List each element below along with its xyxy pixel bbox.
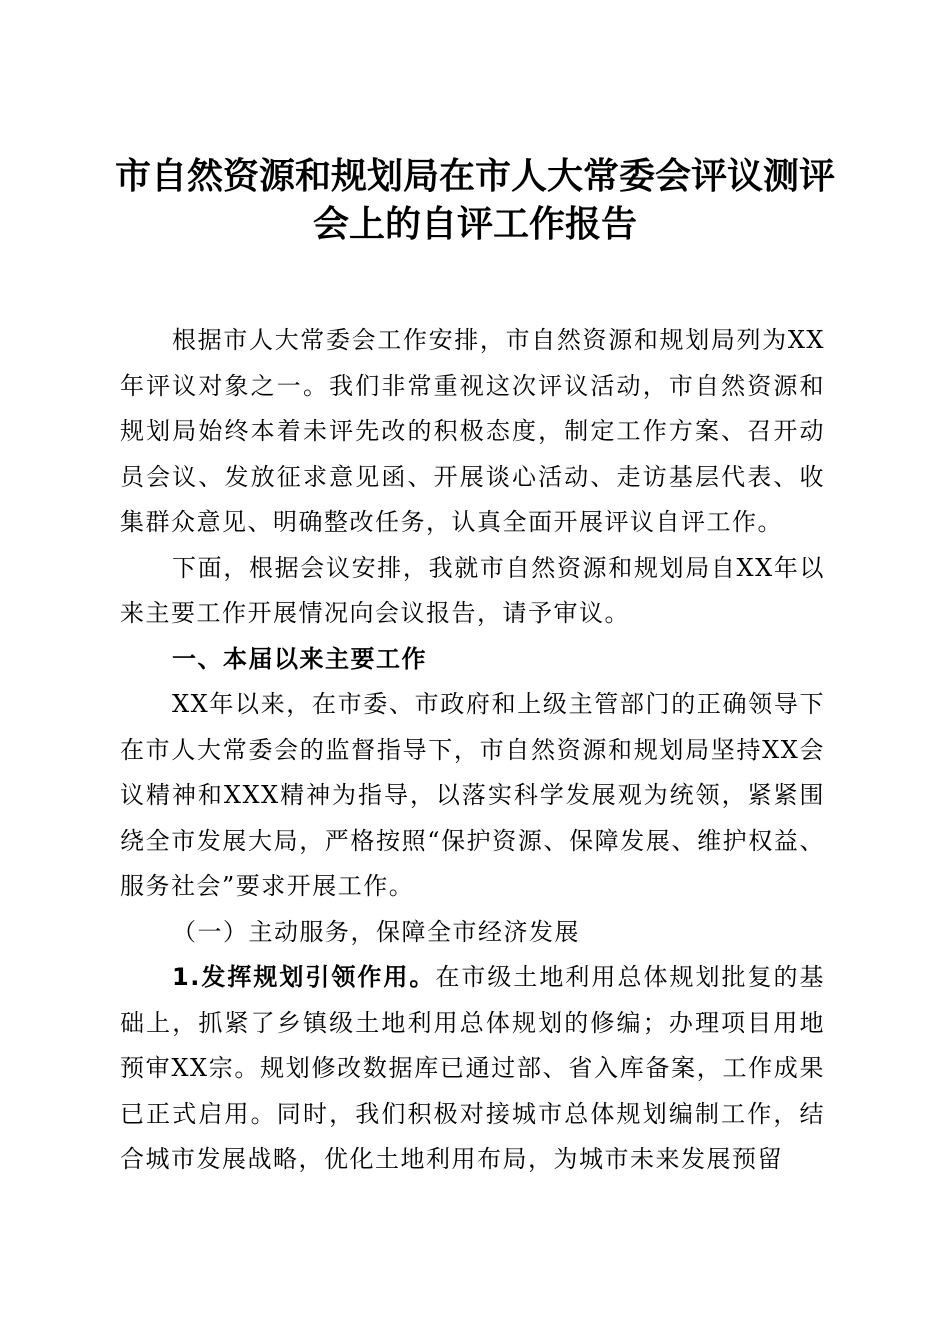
section-heading-1: 一、本届以来主要工作 xyxy=(172,644,427,673)
title-line-1: 市自然资源和规划局在市人大常委会评议测评 xyxy=(114,155,835,197)
document-title xyxy=(110,152,840,248)
paragraph-intro: 根据市人大常委会工作安排，市自然资源和规划局列为XX年评议对象之一。我们非常重视这次评议活动，市自然资源和规划局始终本着未评先改的积极态度，制定工作方案、召开动员会议、发放征求意见函、开展谈心活动、走访基层代表、收集群众意见、明确整改任务，认真全面开展评议自评工作。 xyxy=(120,326,825,536)
item-1-text: 在市级土地利用总体规划批复的基础上，抓紧了乡镇级土地利用总体规划的修编；办理项目用地预审XX宗。规划修改数据库已通过部、省入库备案，工作成果已正式启用。同时，我们积极对接城市总体规划编制工作，结合城市发展战略，优化土地利用布局，为城市未来发展预留 xyxy=(120,963,825,1173)
subsection-heading-1: （一）主动服务，保障全市经济发展 xyxy=(172,917,580,946)
paragraph-item-1 xyxy=(120,955,825,1183)
document-body xyxy=(120,318,825,1183)
paragraph-overview: XX年以来，在市委、市政府和上级主管部门的正确领导下在市人大常委会的监督指导下，市自然资源和规划局坚持XX会议精神和XXX精神为指导，以落实科学发展观为统领，紧紧围绕全市发展大局，严格按照“保护资源、保障发展、维护权益、服务社会”要求开展工作。 xyxy=(120,690,825,900)
paragraph-report: 下面，根据会议安排，我就市自然资源和规划局自XX年以来主要工作开展情况向会议报告，请予审议。 xyxy=(120,553,825,627)
item-1-lead: 1.发挥规划引领作用。 xyxy=(172,963,436,991)
title-line-2: 会上的自评工作报告 xyxy=(312,203,637,245)
